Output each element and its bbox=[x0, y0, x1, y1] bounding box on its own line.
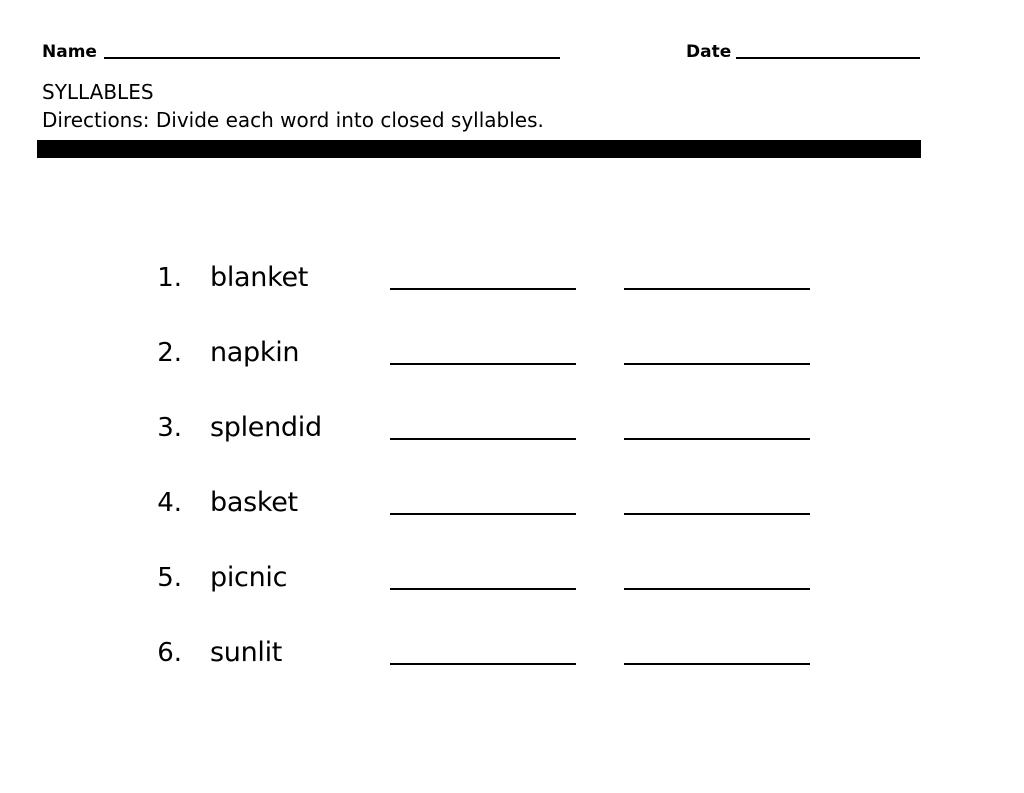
word-number: 5. bbox=[157, 563, 182, 593]
date-blank-line[interactable] bbox=[736, 57, 920, 59]
word-row bbox=[0, 258, 1024, 333]
word-text: napkin bbox=[210, 337, 300, 368]
name-blank-line[interactable] bbox=[104, 57, 560, 59]
syllable-answer-line-1[interactable] bbox=[390, 363, 576, 365]
word-number: 6. bbox=[157, 638, 182, 668]
syllable-answer-line-2[interactable] bbox=[624, 438, 810, 440]
word-number: 1. bbox=[157, 263, 182, 293]
word-text: basket bbox=[210, 487, 298, 518]
syllable-answer-line-2[interactable] bbox=[624, 513, 810, 515]
word-row bbox=[0, 483, 1024, 558]
word-row bbox=[0, 333, 1024, 408]
syllable-answer-line-2[interactable] bbox=[624, 288, 810, 290]
syllable-answer-line-2[interactable] bbox=[624, 363, 810, 365]
word-number: 2. bbox=[157, 338, 182, 368]
header-row bbox=[42, 40, 920, 64]
syllable-answer-line-1[interactable] bbox=[390, 513, 576, 515]
word-text: splendid bbox=[210, 412, 322, 443]
syllable-answer-line-2[interactable] bbox=[624, 663, 810, 665]
word-row bbox=[0, 408, 1024, 483]
word-list bbox=[0, 258, 1024, 708]
syllable-answer-line-1[interactable] bbox=[390, 288, 576, 290]
syllable-answer-line-1[interactable] bbox=[390, 438, 576, 440]
worksheet-title: SYLLABLES bbox=[42, 80, 154, 104]
header-divider-bar bbox=[37, 140, 921, 158]
word-row bbox=[0, 633, 1024, 708]
worksheet-directions: Directions: Divide each word into closed syllables. bbox=[42, 108, 544, 132]
word-number: 3. bbox=[157, 413, 182, 443]
word-number: 4. bbox=[157, 488, 182, 518]
word-text: sunlit bbox=[210, 637, 283, 668]
date-label: Date bbox=[686, 42, 732, 62]
syllable-answer-line-2[interactable] bbox=[624, 588, 810, 590]
syllable-answer-line-1[interactable] bbox=[390, 663, 576, 665]
word-row bbox=[0, 558, 1024, 633]
name-label: Name bbox=[42, 42, 97, 62]
word-text: picnic bbox=[210, 562, 288, 593]
word-text: blanket bbox=[210, 262, 309, 293]
syllable-answer-line-1[interactable] bbox=[390, 588, 576, 590]
